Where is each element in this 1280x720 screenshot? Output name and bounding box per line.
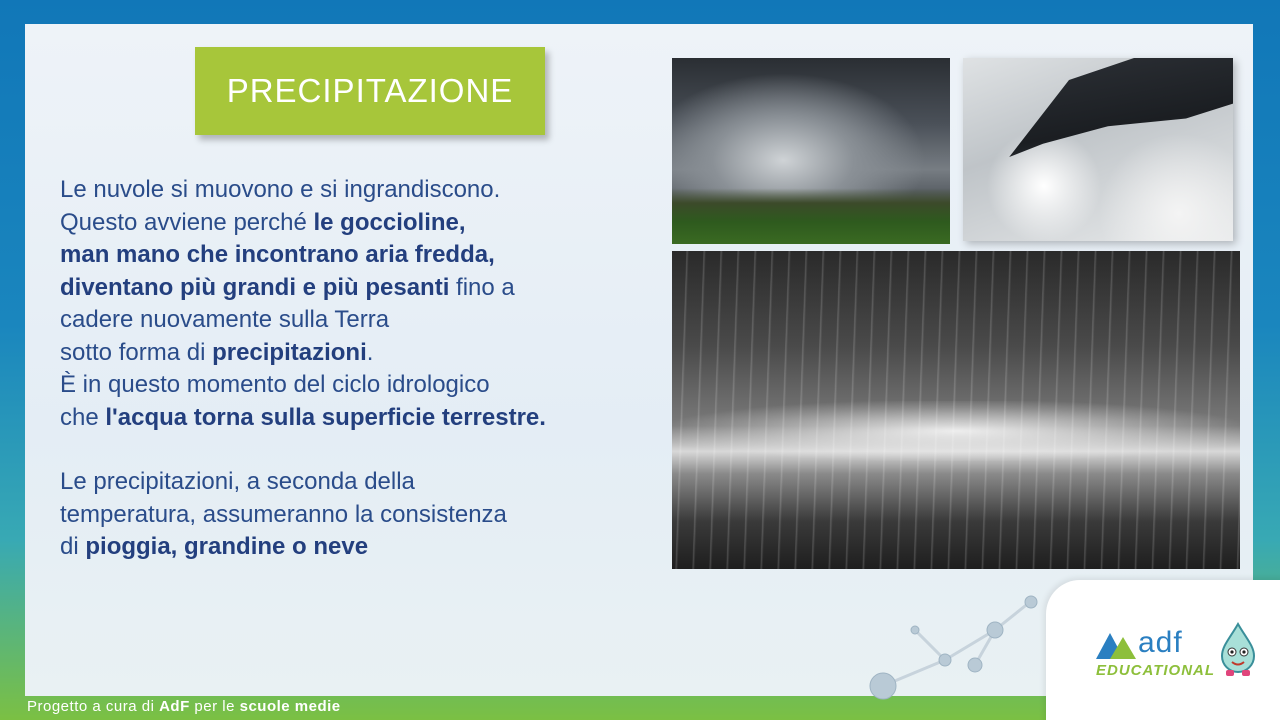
slide-title-box <box>195 47 545 135</box>
mountain-logo-icon <box>1096 627 1138 659</box>
text-line: di pioggia, grandine o neve <box>60 533 369 560</box>
logo-card <box>1046 580 1280 720</box>
molecules-icon <box>855 590 1045 700</box>
heavy-rain-photo <box>672 251 1240 569</box>
umbrella-rain-photo <box>963 58 1233 241</box>
logo-subtitle: EDUCATIONAL <box>1096 662 1216 679</box>
text-line: Le nuvole si muovono e si ingrandiscono. <box>60 176 501 203</box>
storm-clouds-photo <box>672 58 950 244</box>
text-line: cadere nuovamente sulla Terra <box>60 306 390 333</box>
rain-splash <box>672 401 1240 461</box>
text-line: che l'acqua torna sulla superficie terrestre. <box>60 403 546 431</box>
text-line: sotto forma di precipitazioni. <box>60 338 374 366</box>
logo-brand: adf <box>1138 626 1183 659</box>
text-line: È in questo momento del ciclo idrologico <box>60 371 490 398</box>
body-text <box>60 174 660 564</box>
water-drop-mascot-icon <box>1216 622 1260 678</box>
slide-title: PRECIPITAZIONE <box>226 72 514 109</box>
text-line: man mano che incontrano aria fredda, <box>60 241 495 268</box>
umbrella-icon <box>978 58 1233 168</box>
text-line: temperatura, assumeranno la consistenza <box>60 500 507 528</box>
text-line: diventano più grandi e più pesanti fino a <box>60 273 515 301</box>
text-line: Questo avviene perché le goccioline, <box>60 208 466 236</box>
text-line: Le precipitazioni, a seconda della <box>60 468 415 495</box>
footer-credit: Progetto a cura di AdF per le scuole medie <box>27 698 341 715</box>
